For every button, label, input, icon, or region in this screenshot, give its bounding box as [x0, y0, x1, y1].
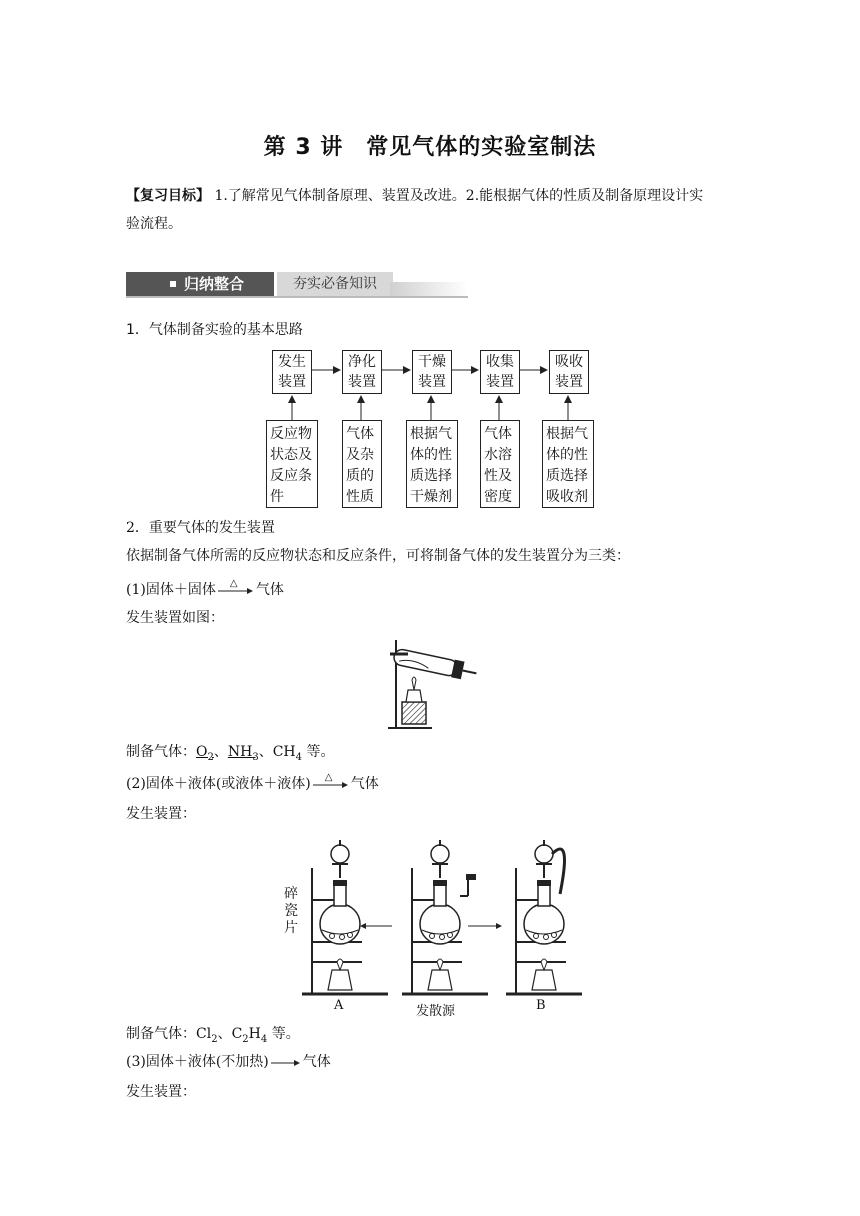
objectives-text-1: 1.了解常见气体制备原理、装置及改进。2.能根据气体的性质及制备原理设计实 — [210, 188, 704, 204]
flow-note-solubility: 气体 水溶 性及 密度 — [480, 420, 520, 508]
objectives-line-2: 验流程。 — [126, 216, 182, 232]
banner-underline — [126, 296, 468, 298]
apparatus-label-a: A — [334, 998, 344, 1013]
case2-device-label: 发生装置： — [126, 806, 196, 822]
flow-diagram — [262, 346, 602, 516]
banner-fade — [390, 282, 468, 296]
flow-note-desiccant: 根据气 体的性 质选择 干燥剂 — [406, 420, 458, 508]
section2-heading: 2．重要气体的发生装置 — [126, 520, 275, 536]
page-title: 第 3 讲 常见气体的实验室制法 — [263, 135, 597, 160]
section-banner — [126, 272, 468, 300]
case1-equation: (1)固体＋固体 △ 气体 — [126, 578, 284, 598]
flow-box-collect: 收集 装置 — [480, 350, 520, 394]
flow-box-purify: 净化 装置 — [342, 350, 382, 394]
case2-equation: (2)固体＋液体(或液体＋液体) △ 气体 — [126, 772, 379, 792]
section1-heading: 1．气体制备实验的基本思路 — [126, 322, 303, 338]
apparatus-label-source: 发散源 — [416, 1004, 456, 1019]
flow-note-reactants: 反应物 状态及 反应条 件 — [266, 420, 318, 508]
porcelain-chips-label: 碎 瓷 片 — [284, 886, 298, 936]
section2-intro: 依据制备气体所需的反应物状态和反应条件，可将制备气体的发生装置分为三类： — [126, 548, 630, 564]
apparatus-label-b: B — [536, 998, 546, 1013]
solid-solid-apparatus-figure — [384, 636, 484, 732]
flow-box-generate: 发生 装置 — [272, 350, 312, 394]
flow-note-absorbent: 根据气 体的性 质选择 吸收剂 — [542, 420, 594, 508]
flow-box-absorb: 吸收 装置 — [549, 350, 589, 394]
banner-left-label: 归纳整合 — [184, 275, 245, 293]
objectives-line-1 — [126, 186, 703, 206]
heat-arrow-icon: △ — [313, 778, 349, 790]
heat-arrow-icon: △ — [218, 584, 254, 596]
flask-apparatus-figure — [282, 834, 582, 1020]
case2-gases: 制备气体：$Cl_2$、$C_2H_4$ 等。 — [126, 1026, 300, 1045]
flow-box-dry: 干燥 装置 — [412, 350, 452, 394]
case3-equation: (3)固体＋液体(不加热) 气体 — [126, 1054, 331, 1070]
banner-left — [126, 272, 274, 296]
case1-device-label: 发生装置如图： — [126, 610, 224, 626]
arrow-icon — [271, 1056, 301, 1068]
case3-device-label: 发生装置： — [126, 1084, 196, 1100]
square-bullet-icon — [170, 281, 176, 287]
objectives-label: 【复习目标】 — [126, 188, 210, 204]
banner-right: 夯实必备知识 — [274, 272, 393, 296]
flow-note-impurities: 气体 及杂 质的 性质 — [342, 420, 382, 508]
case1-gases: 制备气体：$O_2$、$NH_3$、$CH_4$ 等。 — [126, 744, 335, 763]
